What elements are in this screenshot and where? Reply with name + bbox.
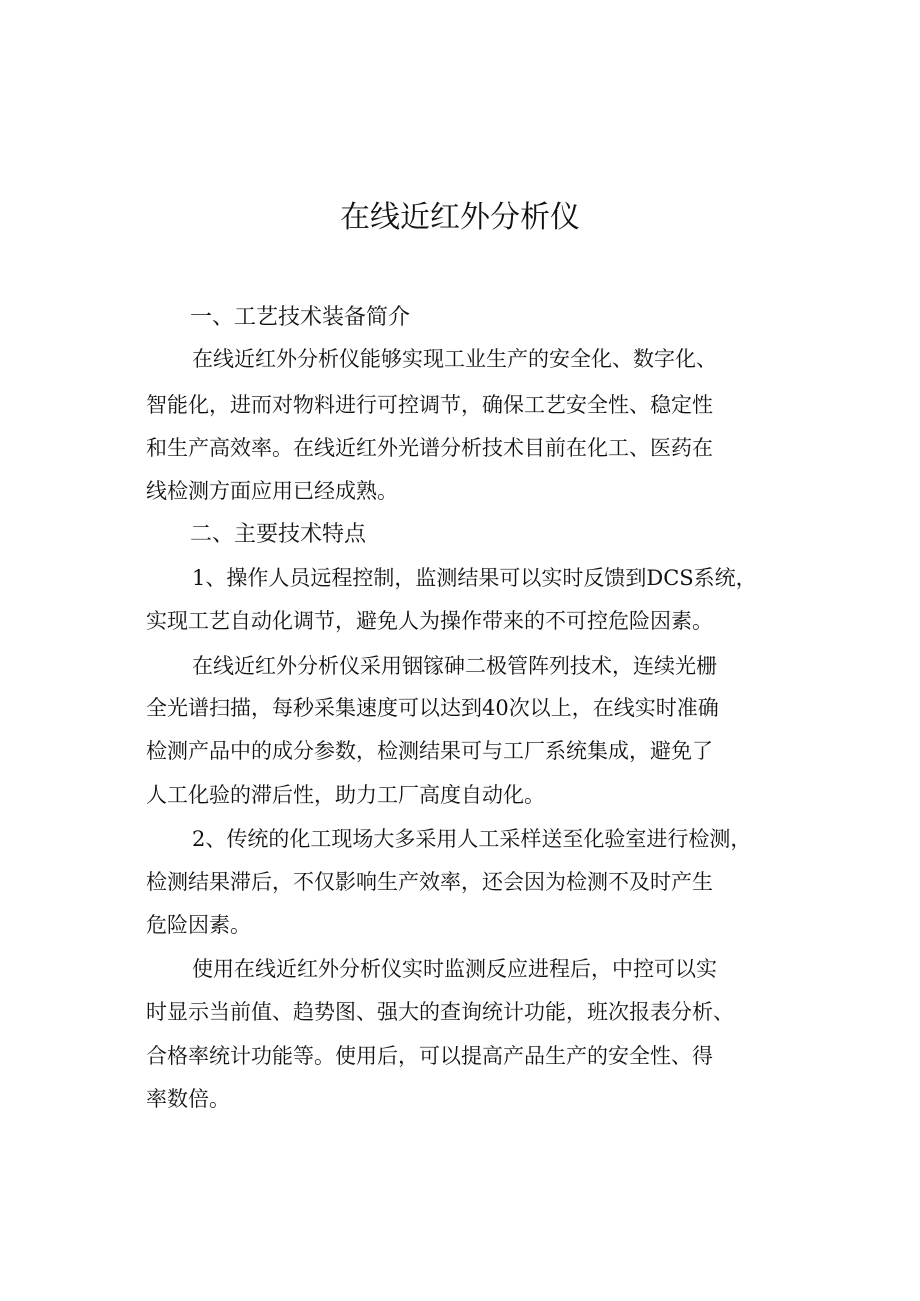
paragraph-line: 人工化验的滞后性，助力工厂高度自动化。 — [146, 783, 545, 807]
paragraph-line: 检测产品中的成分参数，检测结果可与工厂系统集成，避免了 — [146, 739, 713, 763]
paragraph-line: 和生产高效率。在线近红外光谱分析技术目前在化工、医药在 — [146, 436, 713, 460]
paragraph-line: 在线近红外分析仪采用铟镓砷二极管阵列技术，连续光栅 — [192, 654, 717, 678]
section-heading-features: 二、主要技术特点 — [190, 522, 367, 547]
section-heading-intro: 一、工艺技术装备简介 — [190, 305, 411, 330]
paragraph-line: 使用在线近红外分析仪实时监测反应进程后，中控可以实 — [192, 957, 717, 981]
document-title: 在线近红外分析仪 — [340, 200, 580, 235]
paragraph-line: 1、操作人员远程控制，监测结果可以实时反馈到DCS系统， — [192, 566, 757, 590]
paragraph-line: 全光谱扫描，每秒采集速度可以达到40次以上，在线实时准确 — [146, 696, 719, 720]
paragraph-line: 在线近红外分析仪能够实现工业生产的安全化、数字化、 — [192, 347, 717, 371]
paragraph-line: 危险因素。 — [146, 913, 251, 937]
paragraph-line: 检测结果滞后，不仅影响生产效率，还会因为检测不及时产生 — [146, 870, 713, 894]
paragraph-line: 率数倍。 — [146, 1087, 230, 1111]
paragraph-line: 时显示当前值、趋势图、强大的查询统计功能，班次报表分析、 — [146, 1000, 734, 1024]
paragraph-line: 线检测方面应用已经成熟。 — [146, 479, 398, 503]
paragraph-line: 智能化，进而对物料进行可控调节，确保工艺安全性、稳定性 — [146, 393, 713, 417]
paragraph-line: 2、传统的化工现场大多采用人工采样送至化验室进行检测， — [192, 827, 752, 851]
paragraph-line: 实现工艺自动化调节，避免人为操作带来的不可控危险因素。 — [146, 609, 713, 633]
paragraph-line: 合格率统计功能等。使用后，可以提高产品生产的安全性、得 — [146, 1044, 713, 1068]
